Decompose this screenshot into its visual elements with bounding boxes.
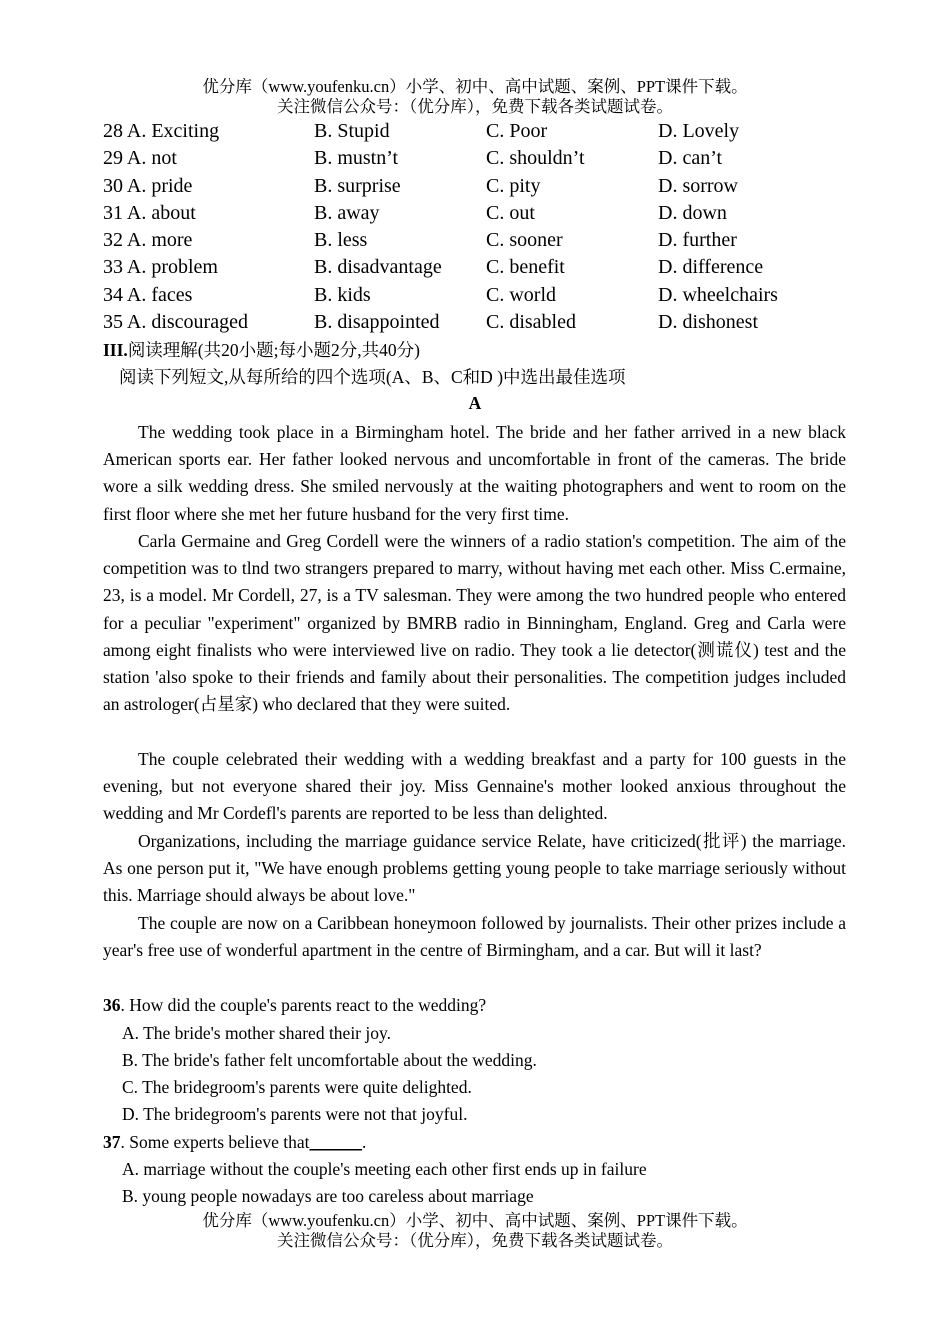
- option-d: D. Lovely: [658, 120, 740, 142]
- option-row: [103, 118, 863, 145]
- option-c: C. benefit: [486, 256, 565, 278]
- option-row: [103, 145, 863, 172]
- option-row: [103, 227, 863, 254]
- section-heading: [103, 338, 420, 362]
- option-a: 32 A. more: [103, 229, 193, 251]
- option-b: B. mustn’t: [314, 147, 399, 169]
- option-b: B. away: [314, 202, 380, 224]
- option-d: D. can’t: [658, 147, 723, 169]
- passage-paragraph: Carla Germaine and Greg Cordell were the winners of a radio station's competition. The aim of the competition was to tlnd two strangers prepared to marry, without having met each other. Miss C.ermaine, 23, is a model. Mr Cordell, 27, is a TV salesman. They were among the two hundred people who entered for a peculiar "experiment" organized by BMRB radio in Binningham, England. Greg and Carla were among eight finalists who were interviewed live on radio. They took a lie detector(测谎仪) test and the station 'also spoke to their friends and family about their personalities. The competition judges included an astrologer(占星家) who declared that they were suited.: [103, 531, 846, 715]
- option-d: D. difference: [658, 256, 764, 278]
- option-a: 35 A. discouraged: [103, 311, 248, 333]
- option-b: B. kids: [314, 284, 371, 306]
- option-c: C. pity: [486, 175, 541, 197]
- answer-blank: ______: [309, 1132, 363, 1152]
- answer-option: A. marriage without the couple's meeting each other first ends up in failure: [122, 1159, 647, 1179]
- question-number: 36: [103, 995, 121, 1015]
- option-c: C. shouldn’t: [486, 147, 585, 169]
- question-text: . How did the couple's parents react to the wedding?: [120, 995, 487, 1015]
- option-d: D. sorrow: [658, 175, 738, 197]
- option-b: B. less: [314, 229, 368, 251]
- passage-paragraph: The wedding took place in a Birmingham hotel. The bride and her father arrived in a new black American sports ear. Her father looked nervous and uncomfortable in front of the cameras. The bride wore a silk wedding dress. She smiled nervously at the waiting photographers and went to room on the first floor where she met her future husband for the very first time.: [103, 422, 846, 524]
- answer-option: D. The bridegroom's parents were not that joyful.: [122, 1104, 468, 1124]
- question-text: . Some experts believe that: [120, 1132, 310, 1152]
- question-end: .: [362, 1132, 367, 1152]
- option-d: D. further: [658, 229, 737, 251]
- header-line-1: 优分库（www.youfenku.cn）小学、初中、高中试题、案例、PPT课件下载。: [202, 77, 748, 96]
- option-row: [103, 254, 863, 281]
- option-c: C. out: [486, 202, 535, 224]
- footer-line-1: 优分库（www.youfenku.cn）小学、初中、高中试题、案例、PPT课件下载。: [202, 1211, 748, 1230]
- option-b: B. disappointed: [314, 311, 440, 333]
- answer-option: A. The bride's mother shared their joy.: [122, 1023, 391, 1043]
- question-stem: [103, 1130, 366, 1154]
- option-row: [103, 309, 863, 336]
- passage-paragraph: Organizations, including the marriage guidance service Relate, have criticized(批评) the marriage. As one person put it, "We have enough problems getting young people to take marriage seriously without this. Marriage should always be about love.": [103, 831, 846, 906]
- option-c: C. Poor: [486, 120, 548, 142]
- answer-option: B. young people nowadays are too careless about marriage: [122, 1186, 534, 1206]
- header-line-2: 关注微信公众号：（优分库），免费下载各类试题试卷。: [277, 97, 673, 116]
- option-row: [103, 173, 863, 200]
- option-d: D. dishonest: [658, 311, 758, 333]
- passage-paragraph: The couple celebrated their wedding with a wedding breakfast and a party for 100 guests in the evening, but not everyone shared their joy. Miss Gennaine's mother looked anxious throughout the wedding and Mr Cordefl's parents are reported to be less than delighted.: [103, 749, 846, 824]
- option-a: 31 A. about: [103, 202, 196, 224]
- option-b: B. surprise: [314, 175, 401, 197]
- section-title: 阅读理解(共20小题;每小题2分,共40分): [127, 340, 420, 360]
- option-a: 28 A. Exciting: [103, 120, 220, 142]
- option-c: C. sooner: [486, 229, 563, 251]
- option-row: [103, 200, 863, 227]
- passage-label: A: [468, 393, 482, 413]
- question-number: 37: [103, 1132, 121, 1152]
- question-stem: [103, 993, 486, 1017]
- option-d: D. down: [658, 202, 727, 224]
- option-row: [103, 282, 863, 309]
- answer-option: C. The bridegroom's parents were quite delighted.: [122, 1077, 472, 1097]
- section-numeral: III.: [103, 340, 128, 360]
- option-a: 34 A. faces: [103, 284, 193, 306]
- option-d: D. wheelchairs: [658, 284, 778, 306]
- option-c: C. world: [486, 284, 556, 306]
- option-b: B. Stupid: [314, 120, 390, 142]
- answer-option: B. The bride's father felt uncomfortable about the wedding.: [122, 1050, 537, 1070]
- passage-paragraph: The couple are now on a Caribbean honeymoon followed by journalists. Their other prizes include a year's free use of wonderful apartment in the centre of Birmingham, and a car. But will it last?: [103, 913, 846, 961]
- option-c: C. disabled: [486, 311, 576, 333]
- section-instruction: 阅读下列短文,从每所给的四个选项(A、B、C和D )中选出最佳选项: [119, 367, 626, 387]
- footer-line-2: 关注微信公众号：（优分库），免费下载各类试题试卷。: [277, 1231, 673, 1250]
- option-a: 30 A. pride: [103, 175, 193, 197]
- option-a: 29 A. not: [103, 147, 177, 169]
- option-b: B. disadvantage: [314, 256, 442, 278]
- option-a: 33 A. problem: [103, 256, 218, 278]
